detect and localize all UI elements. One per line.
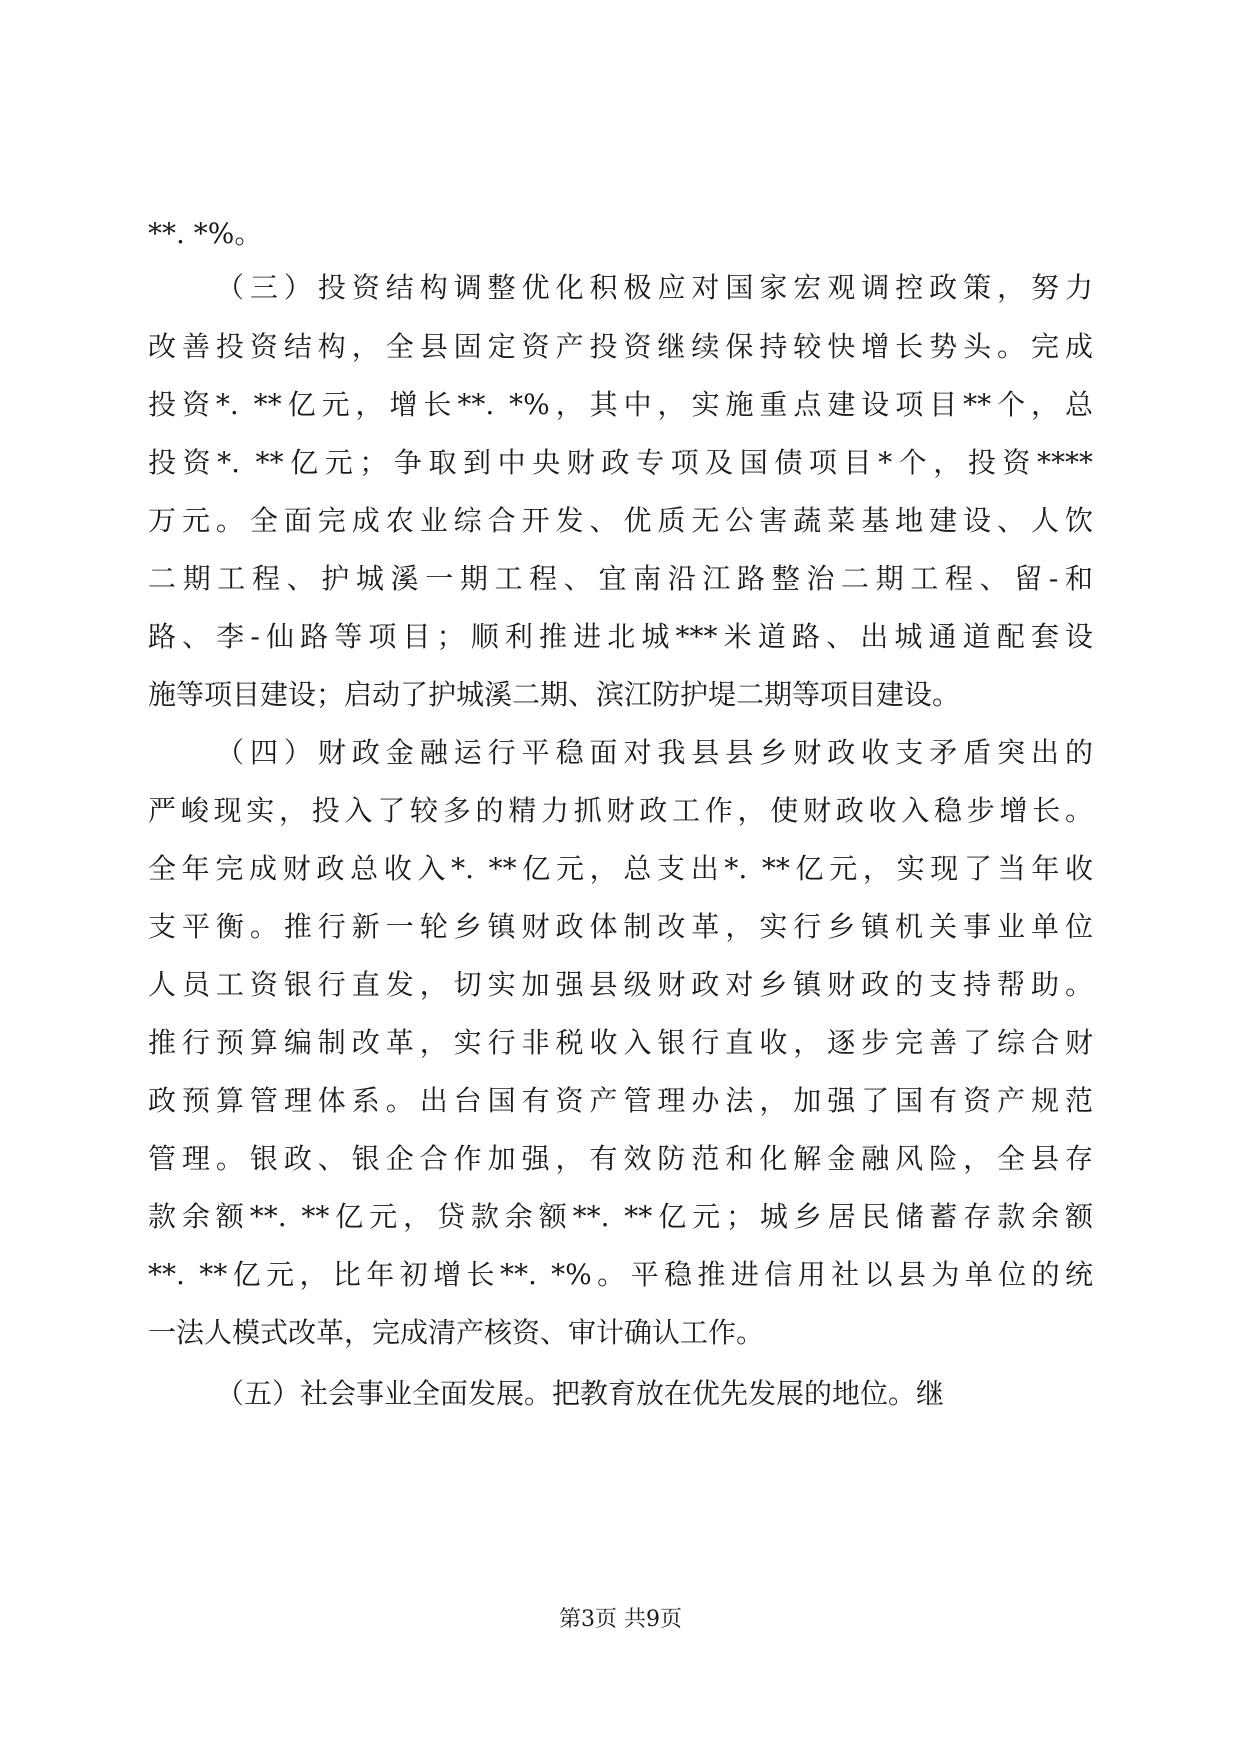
text-line: （四）财政金融运行平稳面对我县县乡财政收支矛盾突出的	[216, 736, 1093, 769]
text-line: **. **亿元，比年初增长**. *%。平稳推进信用社以县为单位的统	[148, 1258, 1093, 1291]
text-line: 改善投资结构，全县固定资产投资继续保持较快增长势头。完成	[148, 330, 1093, 363]
text-line: 政预算管理体系。出台国有资产管理办法，加强了国有资产规范	[148, 1084, 1093, 1117]
text-line: 投资*. **亿元，增长**. *%，其中，实施重点建设项目**个，总	[148, 388, 1093, 421]
text-line: 一法人模式改革，完成清产核资、审计确认工作。	[148, 1316, 765, 1349]
text-line: 投资*. **亿元；争取到中央财政专项及国债项目*个，投资****	[148, 446, 1093, 479]
text-line: 施等项目建设；启动了护城溪二期、滨江防护堤二期等项目建设。	[148, 678, 961, 711]
text-line: 严峻现实，投入了较多的精力抓财政工作，使财政收入稳步增长。	[148, 794, 1093, 827]
text-line: 推行预算编制改革，实行非税收入银行直收，逐步完善了综合财	[148, 1026, 1093, 1059]
text-line: 支平衡。推行新一轮乡镇财政体制改革，实行乡镇机关事业单位	[148, 910, 1093, 943]
text-line: 全年完成财政总收入*. **亿元，总支出*. **亿元，实现了当年收	[148, 852, 1093, 885]
text-line: 二期工程、护城溪一期工程、宜南沿江路整治二期工程、留-和	[148, 562, 1093, 595]
page-footer: 第3页 共9页	[559, 1607, 682, 1632]
text-line: 人员工资银行直发，切实加强县级财政对乡镇财政的支持帮助。	[148, 968, 1093, 1001]
text-line: 万元。全面完成农业综合开发、优质无公害蔬菜基地建设、人饮	[148, 504, 1093, 537]
text-line: （三）投资结构调整优化积极应对国家宏观调控政策，努力	[216, 271, 1093, 304]
text-line: （五）社会事业全面发展。把教育放在优先发展的地位。继	[216, 1377, 945, 1410]
text-line: 管理。银政、银企合作加强，有效防范和化解金融风险，全县存	[148, 1142, 1093, 1175]
text-line: 款余额**. **亿元，贷款余额**. **亿元；城乡居民储蓄存款余额	[148, 1200, 1093, 1233]
text-line: **. *%。	[148, 217, 263, 250]
text-line: 路、李-仙路等项目；顺利推进北城***米道路、出城通道配套设	[148, 620, 1093, 653]
